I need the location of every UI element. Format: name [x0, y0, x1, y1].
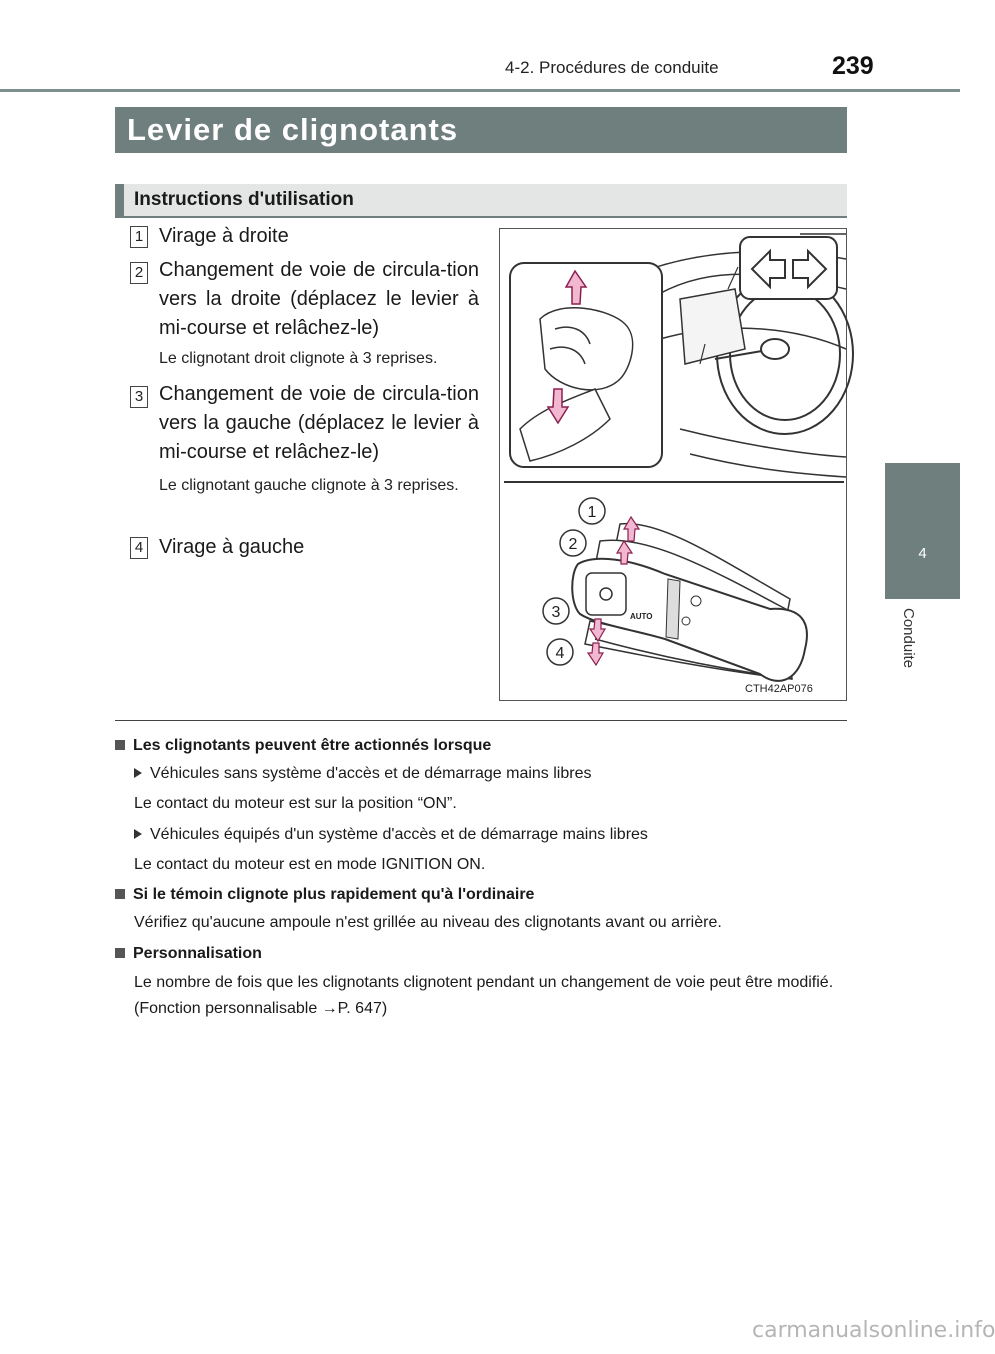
- note-heading-1-text: Les clignotants peuvent être actionnés lorsque: [133, 737, 492, 754]
- step-text-4: Virage à gauche: [159, 536, 305, 558]
- step-text-1: Virage à droite: [159, 225, 289, 247]
- note-heading-3-text: Personnalisation: [133, 945, 262, 962]
- page-title: Levier de clignotants: [115, 107, 847, 153]
- header-rule: [0, 89, 960, 92]
- subsection-title: Instructions d'utilisation: [134, 189, 354, 210]
- lever-drawing: [500, 229, 848, 702]
- section-divider: [115, 720, 847, 721]
- subsection-rule: [115, 216, 847, 218]
- subsection-accent: [115, 184, 124, 216]
- note-heading-2: [115, 886, 534, 904]
- step-number-2: 2: [130, 262, 148, 284]
- chapter-number: 4: [918, 545, 927, 562]
- step-text-3: Changement de voie de circula-tion vers la gauche (déplacez le levier à mi-course et relâchez-le): [159, 383, 479, 463]
- callout-4: [547, 639, 573, 665]
- lever-illustration: [499, 228, 847, 701]
- svg-text:2: 2: [568, 536, 578, 553]
- chapter-label-text: Conduite: [900, 608, 917, 669]
- note-heading-1: [115, 737, 491, 755]
- note-bullet-1: [134, 761, 591, 787]
- watermark: carmanualsonline.info: [752, 1318, 995, 1343]
- square-bullet-icon: [115, 948, 125, 958]
- step-text-2: Changement de voie de circula-tion vers la droite (déplacez le levier à mi-course et relâchez-le): [159, 259, 479, 339]
- step-number-3: 3: [130, 386, 148, 408]
- callout-1: [579, 498, 605, 524]
- square-bullet-icon: [115, 740, 125, 750]
- step-note-2: Le clignotant droit clignote à 3 reprises.: [159, 350, 438, 367]
- chapter-tab: [885, 463, 960, 599]
- note-heading-3: [115, 945, 262, 963]
- svg-text:3: 3: [551, 604, 561, 621]
- figure-code: CTH42AP076: [745, 683, 813, 695]
- callout-2: [560, 530, 586, 556]
- chapter-label: [899, 608, 919, 688]
- svg-text:4: 4: [555, 645, 565, 662]
- callout-3: [543, 598, 569, 624]
- square-bullet-icon: [115, 889, 125, 899]
- step-note-3: Le clignotant gauche clignote à 3 reprises.: [159, 477, 459, 494]
- triangle-bullet-icon: [134, 829, 142, 839]
- note-bullet-2: [134, 822, 648, 848]
- page-number: 239: [832, 52, 874, 80]
- note-bullet-1-text: Véhicules sans système d'accès et de démarrage mains libres: [150, 765, 592, 782]
- triangle-bullet-icon: [134, 768, 142, 778]
- auto-label: AUTO: [630, 612, 653, 621]
- note-text-1a: Le contact du moteur est sur la position “ON”.: [134, 795, 457, 812]
- step-number-1: 1: [130, 226, 148, 248]
- note-text-2: Vérifiez qu'aucune ampoule n'est grillée au niveau des clignotants avant ou arrière.: [134, 914, 722, 931]
- note-text-3: Le nombre de fois que les clignotants clignotent pendant un changement de voie peut être modifié. (Fonction personnalisable →P. 647): [134, 974, 834, 1017]
- svg-text:1: 1: [587, 504, 597, 521]
- section-title: 4-2. Procédures de conduite: [505, 58, 719, 77]
- step-number-4: 4: [130, 537, 148, 559]
- instrument-panel: [680, 289, 745, 364]
- note-bullet-2-text: Véhicules équipés d'un système d'accès et de démarrage mains libres: [150, 826, 648, 843]
- note-heading-2-text: Si le témoin clignote plus rapidement qu'à l'ordinaire: [133, 886, 535, 903]
- note-text-1b: Le contact du moteur est en mode IGNITION ON.: [134, 856, 486, 873]
